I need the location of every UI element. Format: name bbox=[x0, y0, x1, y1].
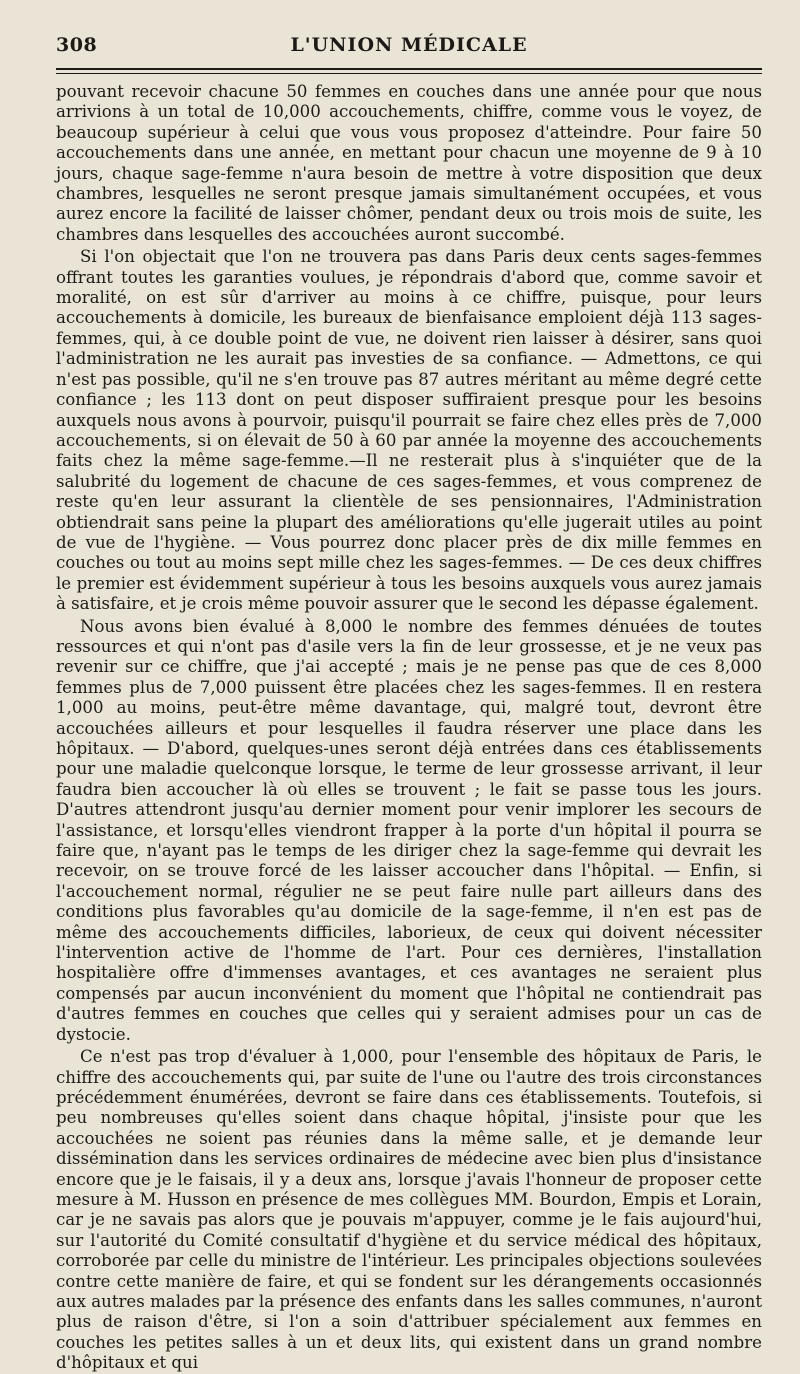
paragraph-1: pouvant recevoir chacune 50 femmes en couches dans une année pour que nous arrivions à un total de 10,000 accouchements, chiffre, comme vous le voyez, de beaucoup supérieur à celui que vous vous proposez d'atteindre. Pour faire 50 accouchements dans une année, en mettant pour chacun une moyenne de 9 à 10 jours, chaque sage-femme n'aura besoin de mettre à votre disposition que deux chambres, lesquelles ne seront presque jamais simultanément occupées, et vous aurez encore la facilité de laisser chômer, pendant deux ou trois mois de suite, les chambres dans lesquelles des accouchées auront succombé. bbox=[56, 82, 762, 244]
article-body bbox=[56, 82, 762, 1374]
paragraph-4: Ce n'est pas trop d'évaluer à 1,000, pour l'ensemble des hôpitaux de Paris, le chiffre des accouchements qui, par suite de l'une ou l'autre des trois circonstances précédemment énumérées, devront se faire dans ces établissements. Toutefois, si peu nombreuses qu'elles soient dans chaque hôpital, j'insiste pour que les accouchées ne soient pas réunies dans la même salle, et je demande leur dissémination dans les services ordinaires de médecine avec bien plus d'insistance encore que je le faisais, il y a deux ans, lorsque j'avais l'honneur de proposer cette mesure à M. Husson en présence de mes collègues MM. Bourdon, Empis et Lorain, car je ne savais pas alors que je pouvais m'appuyer, comme je le fais aujourd'hui, sur l'autorité du Comité consultatif d'hygiène et du service médical des hôpitaux, corroborée par celle du ministre de l'intérieur. Les principales objections soulevées contre cette manière de faire, et qui se fondent sur les dérangements occasionnés aux autres malades par la présence des enfants dans les salles communes, n'auront plus de raison d'être, si l'on a soin d'attribuer spécialement aux femmes en couches les petites salles à un et deux lits, qui existent dans un grand nombre d'hôpitaux et qui bbox=[56, 1047, 762, 1373]
header-rule-thin bbox=[56, 73, 762, 74]
paragraph-3: Nous avons bien évalué à 8,000 le nombre des femmes dénuées de toutes ressources et qui n'ont pas d'asile vers la fin de leur grossesse, et je ne veux pas revenir sur ce chiffre, que j'ai accepté ; mais je ne pense pas que de ces 8,000 femmes plus de 7,000 puissent être placées chez les sages-femmes. Il en restera 1,000 au moins, peut-être même davantage, qui, malgré tout, devront être accouchées ailleurs et pour lesquelles il faudra réserver une place dans les hôpitaux. — D'abord, quelques-unes seront déjà entrées dans ces établissements pour une maladie quelconque lorsque, le terme de leur grossesse arrivant, il leur faudra bien accoucher là où elles se trouvent ; le fait se passe tous les jours. D'autres attendront jusqu'au dernier moment pour venir implorer les secours de l'assistance, et lorsqu'elles viendront frapper à la porte d'un hôpital il pourra se faire que, n'ayant pas le temps de les diriger chez la sage-femme qui devrait les recevoir, on se trouve forcé de les laisser accoucher dans l'hôpital. — Enfin, si l'accouchement normal, régulier ne se peut faire nulle part ailleurs dans des conditions plus favorables qu'au domicile de la sage-femme, il n'en est pas de même des accouchements difficiles, laborieux, de ceux qui doivent nécessiter l'intervention active de l'homme de l'art. Pour ces dernières, l'installation hospitalière offre d'immenses avantages, et ces avantages ne seraient plus compensés par aucun inconvénient du moment que l'hôpital ne contiendrait pas d'autres femmes en couches que celles qui y seraient admises pour un cas de dystocie. bbox=[56, 616, 762, 1044]
page-number: 308 bbox=[56, 34, 98, 56]
page-header bbox=[56, 30, 762, 60]
paragraph-2: Si l'on objectait que l'on ne trouvera pas dans Paris deux cents sages-femmes offrant toutes les garanties voulues, je répondrais d'abord que, comme savoir et moralité, on est sûr d'arriver au moins à ce chiffre, puisque, pour leurs accouchements à domicile, les bureaux de bienfaisance emploient déjà 113 sages-femmes, qui, à ce double point de vue, ne doivent rien laisser à désirer, sans quoi l'administration ne les aurait pas investies de sa confiance. — Admettons, ce qui n'est pas possible, qu'il ne s'en trouve pas 87 autres méritant au même degré cette confiance ; les 113 dont on peut disposer suffiraient presque pour les besoins auxquels nous avons à pourvoir, puisqu'il pourrait se faire chez elles près de 7,000 accouchements, si on élevait de 50 à 60 par année la moyenne des accouchements faits chez la même sage-femme.—Il ne resterait plus à s'inquiéter que de la salubrité du logement de chacune de ces sages-femmes, et vous comprenez de reste qu'en leur assurant la clientèle de ses pensionnaires, l'Administration obtiendrait sans peine la plupart des améliorations qu'elle jugerait utiles au point de vue de l'hygiène. — Vous pourrez donc placer près de dix mille femmes en couches ou tout au moins sept mille chez les sages-femmes. — De ces deux chiffres le premier est évidemment supérieur à tous les besoins auxquels vous aurez jamais à satisfaire, et je crois même pouvoir assurer que le second les dépasse également. bbox=[56, 247, 762, 614]
running-title: L'UNION MÉDICALE bbox=[290, 34, 528, 56]
header-rule bbox=[56, 68, 762, 70]
